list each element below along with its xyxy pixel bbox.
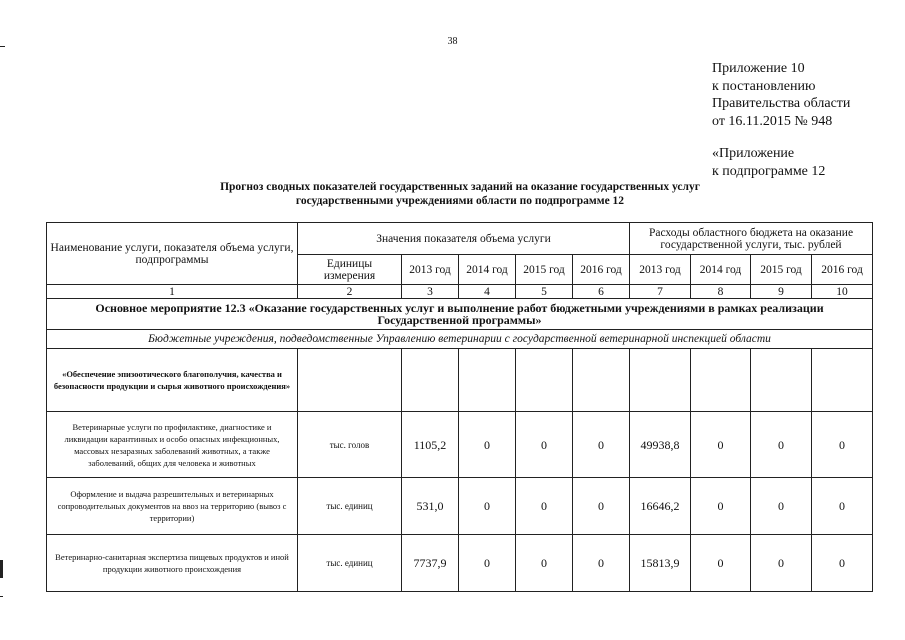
column-number: 10: [812, 285, 873, 299]
appendix-line: Приложение 10: [712, 61, 805, 76]
value-2015: 0: [516, 412, 573, 478]
header-year: 2013 год: [630, 255, 691, 285]
table-header-row: [47, 223, 873, 255]
service-unit: тыс. голов: [298, 412, 402, 478]
empty-cell: [812, 349, 873, 412]
expense-2016: 0: [812, 535, 873, 592]
column-number: 2: [298, 285, 402, 299]
table-row: [47, 349, 873, 412]
service-unit: тыс. единиц: [298, 535, 402, 592]
scan-edge-mark: [0, 560, 3, 578]
table-row: [47, 535, 873, 592]
expense-2015: 0: [751, 478, 812, 535]
appendix-line: Правительства области: [712, 96, 851, 111]
table-column-numbers-row: [47, 285, 873, 299]
document-title-line: государственными учреждениями области по подпрограмме 12: [295, 195, 625, 207]
header-year: 2015 год: [516, 255, 573, 285]
header-expenses-group: Расходы областного бюджета на оказание государственной услуги, тыс. рублей: [630, 223, 873, 255]
value-2013: 7737,9: [402, 535, 459, 592]
column-number: 8: [691, 285, 751, 299]
main-event-title: Основное мероприятие 12.3 «Оказание государственных услуг и выполнение работ бюджетными учреждениями в рамках реализации Государственной программы»: [47, 299, 873, 330]
service-name: Ветеринарные услуги по профилактике, диагностике и ликвидации карантинных и особо опасных инфекционных, массовых незаразных заболеваний животных, а также заболеваний, общих для человека и животных: [47, 412, 298, 478]
service-unit: тыс. единиц: [298, 478, 402, 535]
empty-cell: [751, 349, 812, 412]
main-event-row: [47, 299, 873, 330]
empty-cell: [402, 349, 459, 412]
document-title: [150, 180, 770, 208]
scan-edge-mark: [0, 46, 5, 47]
header-year: 2015 год: [751, 255, 812, 285]
header-year: 2016 год: [573, 255, 630, 285]
table-row: [47, 412, 873, 478]
value-2016: 0: [573, 412, 630, 478]
column-number: 5: [516, 285, 573, 299]
value-2013: 531,0: [402, 478, 459, 535]
column-number: 9: [751, 285, 812, 299]
expense-2014: 0: [691, 535, 751, 592]
empty-cell: [630, 349, 691, 412]
empty-cell: [516, 349, 573, 412]
empty-cell: [298, 349, 402, 412]
expense-2016: 0: [812, 478, 873, 535]
value-2014: 0: [459, 535, 516, 592]
expense-2013: 15813,9: [630, 535, 691, 592]
header-values-group: Значения показателя объема услуги: [298, 223, 630, 255]
column-number: 7: [630, 285, 691, 299]
appendix-line: от 16.11.2015 № 948: [712, 113, 833, 129]
header-year: 2013 год: [402, 255, 459, 285]
expense-2014: 0: [691, 478, 751, 535]
service-name: Ветеринарно-санитарная экспертиза пищевых продуктов и иной продукции животного происхождения: [47, 535, 298, 592]
sub-appendix-block: [712, 145, 825, 180]
value-2014: 0: [459, 478, 516, 535]
group-label: «Обеспечение эпизоотического благополучия, качества и безопасности продукции и сырья животного происхождения»: [47, 349, 298, 412]
column-number: 6: [573, 285, 630, 299]
value-2016: 0: [573, 535, 630, 592]
empty-cell: [573, 349, 630, 412]
header-name-col: Наименование услуги, показателя объема услуги, подпрограммы: [47, 223, 298, 285]
sub-appendix-line: к подпрограмме 12: [712, 163, 826, 179]
institutions-subtitle: Бюджетные учреждения, подведомственные Управлению ветеринарии с государственной ветеринарной инспекцией области: [47, 330, 873, 349]
scan-edge-mark: [0, 596, 3, 597]
expense-2013: 16646,2: [630, 478, 691, 535]
header-year: 2016 год: [812, 255, 873, 285]
empty-cell: [459, 349, 516, 412]
column-number: 3: [402, 285, 459, 299]
header-year: 2014 год: [459, 255, 516, 285]
table-row: [47, 478, 873, 535]
appendix-block: [712, 60, 850, 130]
service-name: Оформление и выдача разрешительных и ветеринарных сопроводительных документов на ввоз на территорию (вывоз с территории): [47, 478, 298, 535]
header-units: Единицы измерения: [298, 255, 402, 285]
sub-appendix-line: «Приложение: [712, 146, 795, 161]
expense-2015: 0: [751, 412, 812, 478]
column-number: 4: [459, 285, 516, 299]
value-2015: 0: [516, 535, 573, 592]
page-number: 38: [447, 36, 458, 47]
expense-2013: 49938,8: [630, 412, 691, 478]
expense-2014: 0: [691, 412, 751, 478]
document-title-line: Прогноз сводных показателей государственных заданий на оказание государственных услуг: [220, 181, 700, 193]
forecast-table: [46, 222, 873, 592]
column-number: 1: [47, 285, 298, 299]
header-year: 2014 год: [691, 255, 751, 285]
value-2015: 0: [516, 478, 573, 535]
empty-cell: [691, 349, 751, 412]
value-2014: 0: [459, 412, 516, 478]
value-2013: 1105,2: [402, 412, 459, 478]
subtitle-row: [47, 330, 873, 349]
expense-2015: 0: [751, 535, 812, 592]
value-2016: 0: [573, 478, 630, 535]
expense-2016: 0: [812, 412, 873, 478]
appendix-line: к постановлению: [712, 78, 816, 94]
